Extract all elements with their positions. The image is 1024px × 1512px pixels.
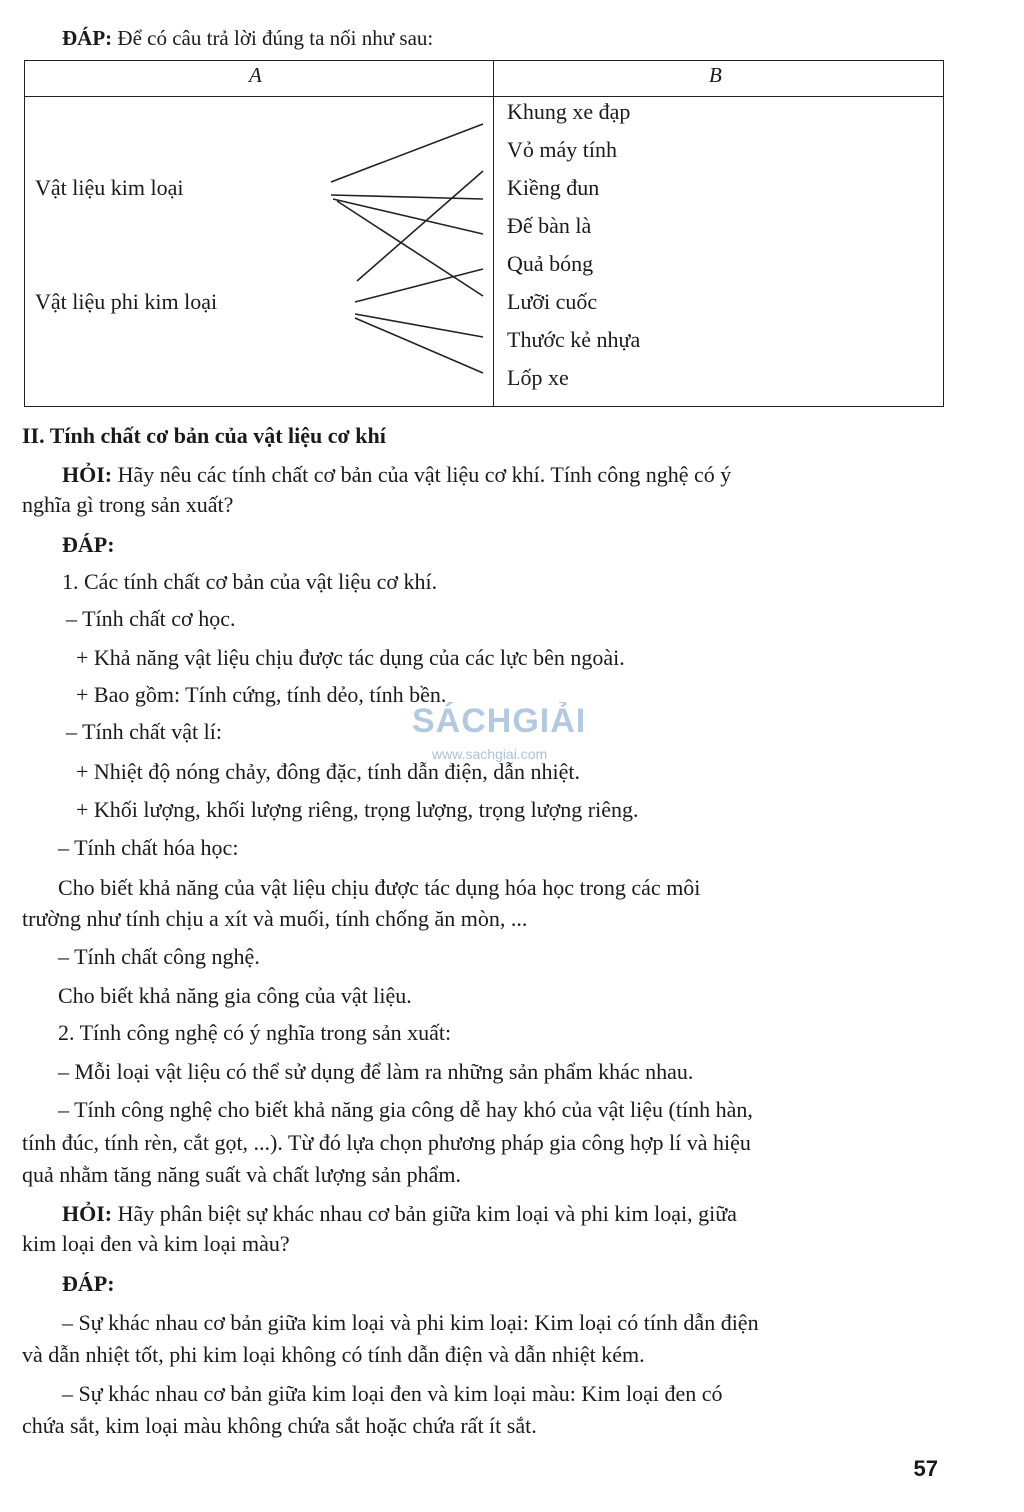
answer-label: ĐÁP: [62, 1271, 115, 1296]
column-a-item: Vật liệu phi kim loại [35, 289, 218, 314]
column-a-item: Vật liệu kim loại [35, 175, 184, 200]
matching-lines [25, 61, 943, 406]
answer-label: ĐÁP: [62, 532, 115, 557]
answer-line: Cho biết khả năng của vật liệu chịu được tác dụng hóa học trong các môi [58, 875, 701, 900]
question-label: HỎI: [62, 1201, 113, 1226]
match-line [331, 124, 483, 182]
answer-line: Cho biết khả năng gia công của vật liệu. [58, 983, 412, 1008]
column-b-item: Khung xe đạp [507, 99, 631, 124]
answer-line: – Tính chất cơ học. [66, 606, 236, 631]
page-number: 57 [913, 1456, 938, 1481]
column-b-item: Quả bóng [507, 251, 594, 276]
match-line [333, 199, 483, 234]
answer-line: + Khả năng vật liệu chịu được tác dụng của các lực bên ngoài. [76, 645, 625, 670]
intro-line [62, 24, 433, 52]
question-label: HỎI: [62, 462, 113, 487]
question-1-line-1 [62, 461, 731, 489]
column-b-item: Đế bàn là [507, 213, 592, 238]
question-2-line-1 [62, 1200, 737, 1228]
answer-line: tính đúc, tính rèn, cắt gọt, ...). Từ đó lựa chọn phương pháp gia công hợp lí và hiệu [22, 1130, 751, 1155]
column-b-item: Kiềng đun [507, 175, 600, 200]
answer-line: chứa sắt, kim loại màu không chứa sắt hoặc chứa rất ít sắt. [22, 1413, 537, 1438]
column-b-item: Lưỡi cuốc [507, 289, 598, 314]
answer-label: ĐÁP: [62, 26, 113, 50]
question-text: Hãy phân biệt sự khác nhau cơ bản giữa kim loại và phi kim loại, giữa [112, 1201, 737, 1226]
watermark-logo: SÁCHGIẢI [412, 702, 587, 740]
column-b-header: B [709, 63, 722, 87]
column-b-item: Thước kẻ nhựa [507, 327, 641, 352]
answer-line: + Khối lượng, khối lượng riêng, trọng lượng, trọng lượng riêng. [76, 797, 639, 822]
answer-line: 2. Tính công nghệ có ý nghĩa trong sản xuất: [58, 1020, 452, 1045]
intro-text: Để có câu trả lời đúng ta nối như sau: [112, 26, 434, 50]
answer-line: – Tính chất vật lí: [66, 719, 223, 744]
column-b-item: Lốp xe [507, 365, 569, 390]
answer-line: + Nhiệt độ nóng chảy, đông đặc, tính dẫn điện, dẫn nhiệt. [76, 759, 581, 784]
match-line [337, 201, 483, 296]
answer-line: – Sự khác nhau cơ bản giữa kim loại và phi kim loại: Kim loại có tính dẫn điện [62, 1310, 759, 1335]
column-a-header: A [249, 63, 262, 87]
answer-line: – Tính công nghệ cho biết khả năng gia công dễ hay khó của vật liệu (tính hàn, [58, 1097, 753, 1122]
answer-line: – Tính chất công nghệ. [58, 944, 260, 969]
question-1-line-2: nghĩa gì trong sản xuất? [22, 492, 234, 517]
match-line [331, 195, 483, 199]
answer-line: trường như tính chịu a xít và muối, tính chống ăn mòn, ... [22, 906, 528, 931]
question-2-line-2: kim loại đen và kim loại màu? [22, 1231, 290, 1256]
match-line [355, 269, 483, 302]
answer-line: và dẫn nhiệt tốt, phi kim loại không có tính dẫn điện và dẫn nhiệt kém. [22, 1342, 645, 1367]
answer-line: – Sự khác nhau cơ bản giữa kim loại đen và kim loại màu: Kim loại đen có [62, 1381, 723, 1406]
answer-line: + Bao gồm: Tính cứng, tính dẻo, tính bền. [76, 682, 447, 707]
matching-table [24, 60, 944, 407]
watermark-url: www.sachgiai.com [432, 746, 548, 762]
answer-line: – Tính chất hóa học: [58, 835, 239, 860]
answer-line: – Mỗi loại vật liệu có thể sử dụng để làm ra những sản phẩm khác nhau. [58, 1059, 694, 1084]
column-b-item: Vỏ máy tính [507, 137, 617, 162]
answer-line: quả nhằm tăng năng suất và chất lượng sản phẩm. [22, 1162, 462, 1187]
section-title: II. Tính chất cơ bản của vật liệu cơ khí [22, 423, 386, 448]
answer-line: 1. Các tính chất cơ bản của vật liệu cơ khí. [62, 569, 438, 594]
question-text: Hãy nêu các tính chất cơ bản của vật liệu cơ khí. Tính công nghệ có ý [112, 462, 732, 487]
